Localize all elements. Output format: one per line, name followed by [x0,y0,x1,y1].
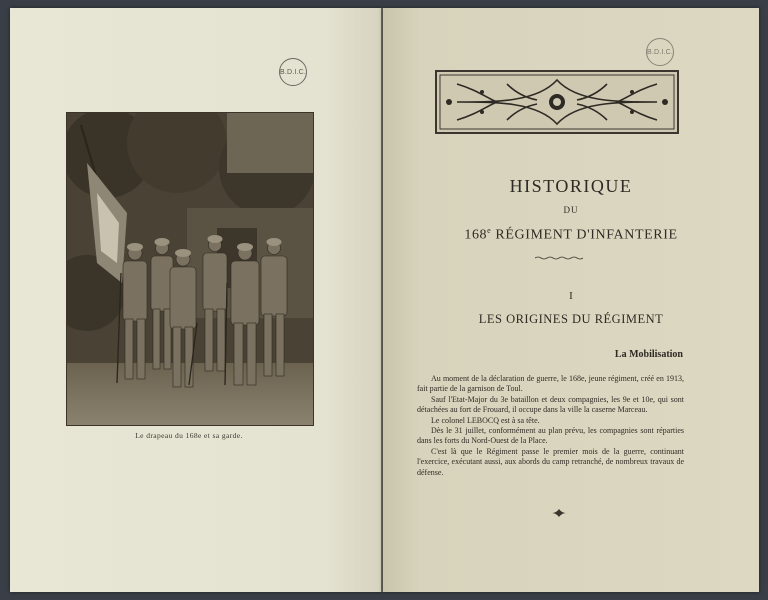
left-page [10,8,382,592]
library-stamp-faint: B.D.I.C. [646,38,674,66]
regiment-title [383,226,759,244]
section-title: La Mobilisation [614,349,683,360]
library-stamp: B.D.I.C. [279,58,307,86]
regiment-name: RÉGIMENT D'INFANTERIE [491,227,678,243]
floral-ornament-band [435,70,679,134]
paragraph: Sauf l'Etat-Major du 3e bataillon et deux compagnies, les 9e et 10e, qui sont détachées au fort de Frouard, il occupe dans la ville la caserne Marceau. [417,394,684,415]
right-page [383,8,759,592]
regiment-number-suffix: e [487,226,492,235]
body-text [417,374,684,478]
paragraph: Dès le 31 juillet, conformément au plan prévu, les compagnies sont réparties dans les forts du Nord-Ouest de la Place. [417,426,684,446]
chapter-title: LES ORIGINES DU RÉGIMENT [478,312,664,326]
page-title: HISTORIQUE [509,176,633,196]
paragraph: Le colonel LEBOCQ est à sa tête. [431,415,540,425]
title-rule [535,256,583,260]
paragraph: Au moment de la déclaration de guerre, le 168e, jeune régiment, créé en 1913, fait partie de la garnison de Toul. [417,374,684,394]
chapter-numeral: I [569,290,573,302]
fleuron-icon [550,508,568,518]
title-connector: DU [563,205,579,215]
regiment-flag-guard-photo [66,112,314,426]
photo-caption: Le drapeau du 168e et sa garde. [135,431,243,440]
paragraph: C'est là que le Régiment passe le premier mois de la guerre, continuant l'exercice, exécutant aussi, aux abords du camp retranché, de nombreux travaux de défense. [417,446,684,477]
regiment-number: 168 [464,227,488,243]
